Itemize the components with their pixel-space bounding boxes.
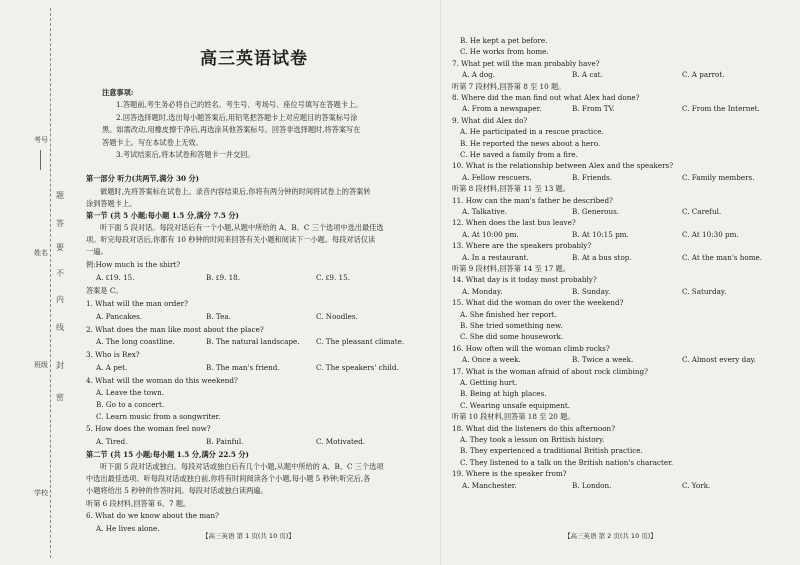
option: A. Leave the town. [96, 388, 165, 397]
example-question: 例:How much is the shirt? [86, 260, 181, 269]
question: 18. What did the listeners do this afternoon? [452, 423, 616, 433]
seal-char: 密 [56, 393, 64, 402]
seal-char: 封 [56, 361, 64, 370]
question: 11. How can the man's father be described? [452, 195, 613, 205]
question: 6. What do we know about the man? [86, 511, 219, 520]
option: C. She did some housework. [460, 332, 564, 342]
option: B. Being at high places. [460, 389, 547, 399]
question: 5. How does the woman feel now? [86, 424, 211, 433]
option: C. The speakers' child. [316, 362, 399, 372]
option: B. Tea. [206, 311, 231, 321]
example-option: B. ₤9. 18. [206, 273, 241, 282]
page-footer: 【高三英语 第 1 页(共 10 页)】 [202, 532, 295, 540]
option: C. Family members. [682, 172, 755, 182]
option: B. Painful. [206, 436, 244, 446]
material-heading: 听第 10 段材料,回答第 18 至 20 题。 [452, 412, 575, 422]
notice-line: 3.考试结束后,将本试卷和答题卡一并交回。 [116, 150, 255, 159]
notice-line: 1.答题前,考生务必将自己的姓名、考生号、考场号、座位号填写在答题卡上。 [116, 100, 363, 109]
question: 12. When does the last bus leave? [452, 218, 576, 228]
notice-line: 答题卡上。写在本试卷上无效。 [102, 137, 203, 147]
question: 2. What does the man like most about the place? [86, 324, 264, 334]
question: 14. What day is it today most probably? [452, 275, 597, 285]
material-heading: 听第 8 段材料,回答第 11 至 13 题。 [452, 184, 570, 194]
option: A. He participated in a rescue practice. [460, 127, 604, 137]
option: A. The long coastline. [96, 337, 175, 346]
section2-intro: 小题将给出 5 秒钟的作答时间。每段对话或独白读两遍。 [86, 486, 268, 495]
option: B. A cat. [572, 70, 603, 80]
option: A. Once a week. [462, 355, 521, 365]
option: C. A parrot. [682, 70, 725, 80]
option: C. York. [682, 480, 711, 490]
seal-char: 内 [56, 295, 64, 304]
option: A. In a restaurant. [462, 252, 529, 262]
option: A. Monday. [462, 286, 503, 296]
page-2 [452, 0, 792, 565]
question: 13. Where are the speakers probably? [452, 241, 592, 251]
notice-heading: 注意事项: [102, 88, 134, 97]
option: B. London. [572, 480, 612, 490]
option: A. He lives alone. [96, 523, 160, 533]
option: A. Getting hurt. [460, 378, 518, 387]
option: B. At a bus stop. [572, 252, 632, 262]
exam-title: 高三英语试卷 [200, 49, 308, 69]
option: C. Careful. [682, 207, 722, 216]
label-banji: 班级 [34, 361, 48, 369]
option: C. Almost every day. [682, 355, 756, 365]
seal-char: 要 [56, 243, 64, 252]
question: 15. What did the woman do over the weekend? [452, 298, 624, 308]
question: 7. What pet will the man probably have? [452, 58, 600, 68]
question: 16. How often will the woman climb rocks? [452, 343, 610, 353]
option: A. At 10:00 pm. [462, 229, 519, 239]
part1-intro: 做题时,先将答案标在试卷上。录音内容结束后,你将有两分钟的时间将试卷上的答案转 [100, 187, 371, 196]
label-xingming: 姓名 [34, 249, 48, 257]
option: B. Sunday. [572, 286, 611, 296]
page-1 [86, 0, 426, 565]
option: C. Motivated. [316, 436, 366, 446]
option: B. Go to a concert. [96, 400, 165, 409]
option: C. He works from home. [460, 47, 549, 57]
example-option: A. ₤19. 15. [96, 273, 135, 282]
question: 8. Where did the man find out what Alex had done? [452, 93, 640, 102]
question: 17. What is the woman afraid of about rock climbing? [452, 366, 648, 376]
example-answer: 答案是 C。 [86, 286, 123, 295]
seal-char: 题 [56, 191, 64, 200]
option: C. Saturday. [682, 286, 727, 296]
option: B. They experienced a traditional British practice. [460, 446, 643, 456]
option: C. Noodles. [316, 311, 358, 321]
seal-line [50, 8, 51, 558]
page-footer: 【高三英语 第 2 页(共 10 页)】 [564, 532, 657, 540]
option: C. He saved a family from a fire. [460, 150, 578, 159]
question: 10. What is the relationship between Alex and the speakers? [452, 161, 674, 171]
option: A. Fellow rescuers. [462, 172, 532, 182]
seal-char: 线 [56, 323, 64, 332]
option: B. Generous. [572, 207, 620, 216]
material-heading: 听第 7 段材料,回答第 8 至 10 题。 [452, 81, 566, 91]
option: B. Twice a week. [572, 355, 634, 365]
section1-intro: 一遍。 [86, 247, 108, 256]
option: B. The man's friend. [206, 362, 280, 372]
question: 3. Who is Rex? [86, 350, 140, 359]
material-heading: 听第 9 段材料,回答第 14 至 17 题。 [452, 264, 570, 273]
option: B. From TV. [572, 104, 615, 114]
option: C. Wearing unsafe equipment. [460, 400, 571, 410]
option: A. From a newspaper. [462, 104, 542, 114]
option: C. The pleasant climate. [316, 337, 405, 346]
option: C. From the Internet. [682, 104, 760, 114]
page-divider [440, 0, 441, 565]
question: 1. What will the man order? [86, 299, 188, 308]
example-option: C. ₤9. 15. [316, 273, 350, 282]
question: 9. What did Alex do? [452, 115, 528, 125]
part1-intro: 涂到答题卡上。 [86, 199, 137, 208]
part1-heading: 第一部分 听力(共两节,满分 30 分) [86, 174, 200, 183]
option: C. At the man's home. [682, 252, 763, 262]
option: A. A pet. [96, 362, 128, 372]
option: B. The natural landscape. [206, 337, 300, 346]
option: B. He kept a pet before. [460, 36, 548, 45]
notice-line: 黑。如需改动,用橡皮擦干净后,再选涂其他答案标号。回答非选择题时,将答案写在 [102, 125, 361, 134]
notice-line: 2.回答选择题时,选出每小题答案后,用铅笔把答题卡上对应题目的答案标号涂 [116, 112, 358, 122]
section1-heading: 第一节 (共 5 小题;每小题 1.5 分,满分 7.5 分) [86, 211, 239, 220]
option: C. At 10:30 pm. [682, 229, 739, 239]
material-heading: 听第 6 段材料,回答第 6、7 题。 [86, 498, 191, 508]
label-kaohao: 考号 [34, 136, 48, 144]
option: B. At 10:15 pm. [572, 229, 629, 239]
option: C. Learn music from a songwriter. [96, 412, 221, 421]
option: A. Manchester. [462, 480, 517, 490]
option: C. They listened to a talk on the British nation's character. [460, 457, 674, 467]
option: A. A dog. [462, 70, 496, 80]
option: B. Friends. [572, 172, 613, 182]
label-xuexiao: 学校 [34, 489, 48, 497]
seal-char: 答 [56, 219, 64, 228]
option: B. He reported the news about a hero. [460, 138, 601, 148]
section2-heading: 第二节 (共 15 小题;每小题 1.5 分,满分 22.5 分) [86, 449, 249, 459]
option: A. She finished her report. [460, 309, 557, 319]
option: A. Tired. [96, 436, 128, 446]
section1-intro: 听下面 5 段对话。每段对话后有一个小题,从题中所给的 A、B、C 三个选项中选出最佳选 [100, 223, 384, 232]
option: A. They took a lesson on British history. [460, 435, 605, 444]
section1-intro: 项。听完每段对话后,你都有 10 秒钟的时间来回答有关小题和阅读下一小题。每段对话仅读 [86, 235, 376, 244]
question: 19. Where is the speaker from? [452, 469, 567, 479]
option: B. She tried something new. [460, 321, 563, 330]
seal-char: 不 [56, 269, 64, 278]
option: A. Pancakes. [96, 311, 143, 321]
section2-intro: 听下面 5 段对话或独白。每段对话或独白后有几个小题,从题中所给的 A、B、C 三个选项 [100, 462, 384, 471]
binding-margin [0, 0, 78, 565]
section2-intro: 中选出最佳选项。听每段对话或独白前,你将有时间阅读各个小题,每小题 5 秒钟;听完后,各 [86, 474, 371, 483]
question: 4. What will the woman do this weekend? [86, 375, 238, 385]
option: A. Talkative. [462, 207, 508, 216]
